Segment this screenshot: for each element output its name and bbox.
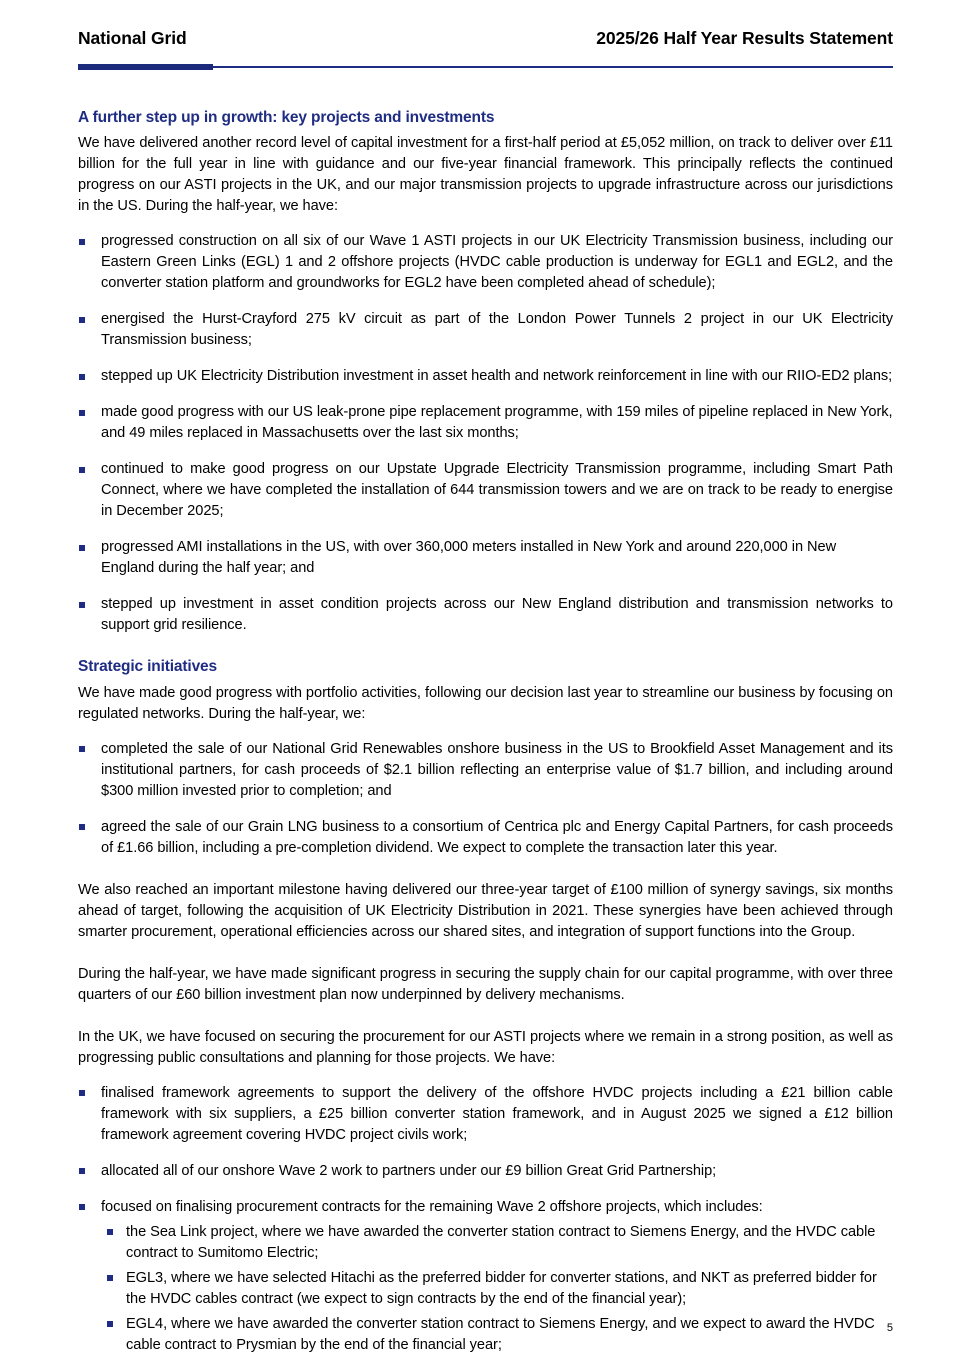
section-intro-growth: We have delivered another record level of capital investment for a first-half period at £5,052 million, on track to deliver over £11 billion for the full year in line with guidance and our five-year financial framework. This principally reflects the continued progress on our ASTI projects in the UK, and our major transmission projects to upgrade infrastructure across our jurisdictions in the US. During the half-year, we have: <box>78 135 893 215</box>
list-item-text: completed the sale of our National Grid Renewables onshore business in the US to Brookfield Asset Management and its institutional partners, for cash proceeds of $2.1 billion reflecting an enterprise value of $1.7 billion, and including around $300 million invested prior to completion; and <box>101 740 893 799</box>
nested-bullet-wrapper <box>101 1222 893 1356</box>
list-item <box>78 402 893 444</box>
square-bullet-icon <box>79 467 85 473</box>
sub-bullet-list-wave2-projects <box>104 1222 893 1356</box>
section-heading-growth: A further step up in growth: key projects and investments <box>78 109 495 126</box>
list-item <box>104 1314 893 1356</box>
square-bullet-icon <box>79 1168 85 1174</box>
bullet-list-strategic <box>78 739 893 859</box>
list-item <box>78 537 893 579</box>
list-item <box>78 231 893 294</box>
square-bullet-icon <box>79 1090 85 1096</box>
list-item <box>78 739 893 802</box>
document-content <box>78 108 893 1356</box>
list-item-text: the Sea Link project, where we have awarded the converter station contract to Siemens Energy, and the HVDC cable contract to Sumitomo Electric; <box>126 1223 876 1261</box>
square-bullet-icon <box>79 410 85 416</box>
list-item <box>78 1083 893 1146</box>
list-item-text: focused on finalising procurement contracts for the remaining Wave 2 offshore projects, which includes: <box>101 1198 763 1215</box>
square-bullet-icon <box>79 824 85 830</box>
section-intro-strategic: We have made good progress with portfolio activities, following our decision last year to streamline our business by focusing on regulated networks. During the half-year, we: <box>78 684 893 722</box>
paragraph-uk-procurement: In the UK, we have focused on securing the procurement for our ASTI projects where we remain in a strong position, as well as progressing public consultations and planning for those projects. We have: <box>78 1028 893 1066</box>
document-title: 2025/26 Half Year Results Statement <box>596 28 893 48</box>
list-item <box>78 309 893 351</box>
list-item-text: continued to make good progress on our Upstate Upgrade Electricity Transmission programme, including Smart Path Connect, where we have completed the installation of 644 transmission towers and we are on track to be ready to energise in December 2025; <box>101 461 893 520</box>
header-divider <box>78 64 893 70</box>
list-item <box>78 366 893 387</box>
list-item <box>104 1222 893 1264</box>
square-bullet-icon <box>79 239 85 245</box>
header-divider-thick-bar <box>78 64 213 70</box>
list-item <box>78 817 893 859</box>
list-item <box>104 1268 893 1310</box>
square-bullet-icon <box>79 374 85 380</box>
list-item-text: stepped up investment in asset condition projects across our New England distribution and transmission networks to support grid resilience. <box>101 596 893 634</box>
list-item-text: progressed AMI installations in the US, with over 360,000 meters installed in New York and around 220,000 in New England during the half year; and <box>101 539 837 577</box>
square-bullet-icon <box>79 545 85 551</box>
list-item <box>78 1161 893 1182</box>
list-item-text: EGL3, where we have selected Hitachi as the preferred bidder for converter stations, and NKT as preferred bidder for the HVDC cables contract (we expect to sign contracts by the end of the financial year); <box>126 1269 877 1307</box>
square-bullet-icon <box>79 1204 85 1210</box>
list-item-text: progressed construction on all six of our Wave 1 ASTI projects in our UK Electricity Transmission business, including our Eastern Green Links (EGL) 1 and 2 offshore projects (HVDC cable production is underway for EGL1 and EGL2, and the converter station platform and groundworks for EGL2 have been completed ahead of schedule); <box>101 233 893 292</box>
bullet-list-growth <box>78 231 893 636</box>
list-item-text: agreed the sale of our Grain LNG business to a consortium of Centrica plc and Energy Capital Partners, for cash proceeds of £1.66 billion, including a pre-completion dividend. We expect to complete the transaction later this year. <box>101 818 893 856</box>
list-item-text: allocated all of our onshore Wave 2 work to partners under our £9 billion Great Grid Partnership; <box>101 1162 717 1179</box>
list-item-text: EGL4, where we have awarded the converter station contract to Siemens Energy, and we expect to award the HVDC cable contract to Prysmian by the end of the financial year; <box>126 1315 875 1353</box>
list-item-text: stepped up UK Electricity Distribution investment in asset health and network reinforcement in line with our RIIO-ED2 plans; <box>101 368 893 385</box>
section-heading-strategic: Strategic initiatives <box>78 658 217 676</box>
page-header <box>78 28 893 49</box>
page-number: 5 <box>886 1322 893 1334</box>
square-bullet-icon <box>107 1229 113 1235</box>
list-item <box>78 459 893 522</box>
square-bullet-icon <box>107 1275 113 1281</box>
paragraph-supply-chain: During the half-year, we have made significant progress in securing the supply chain for our capital programme, with over three quarters of our £60 billion investment plan now underpinned by delivery mechanisms. <box>78 965 893 1003</box>
square-bullet-icon <box>79 317 85 323</box>
square-bullet-icon <box>79 746 85 752</box>
list-item-text: energised the Hurst-Crayford 275 kV circuit as part of the London Power Tunnels 2 project in our UK Electricity Transmission business; <box>101 311 893 349</box>
list-item <box>78 594 893 636</box>
list-item-text: made good progress with our US leak-prone pipe replacement programme, with 159 miles of pipeline replaced in New York, and 49 miles replaced in Massachusetts over the last six months; <box>101 404 893 442</box>
paragraph-synergy-savings: We also reached an important milestone having delivered our three-year target of £100 million of synergy savings, six months ahead of target, following the acquisition of UK Electricity Distribution in 2021. These synergies have been achieved through smarter procurement, operational efficiencies across our shared sites, and integration of support functions into the Group. <box>78 881 893 940</box>
brand-title: National Grid <box>78 28 187 48</box>
list-item-text: finalised framework agreements to support the delivery of the offshore HVDC projects including a £21 billion cable framework with six suppliers, a £25 billion converter station framework, and in August 2025 we signed a £12 billion framework agreement covering HVDC project civils work; <box>101 1084 893 1143</box>
bullet-list-uk-procurement <box>78 1083 893 1356</box>
square-bullet-icon <box>79 602 85 608</box>
